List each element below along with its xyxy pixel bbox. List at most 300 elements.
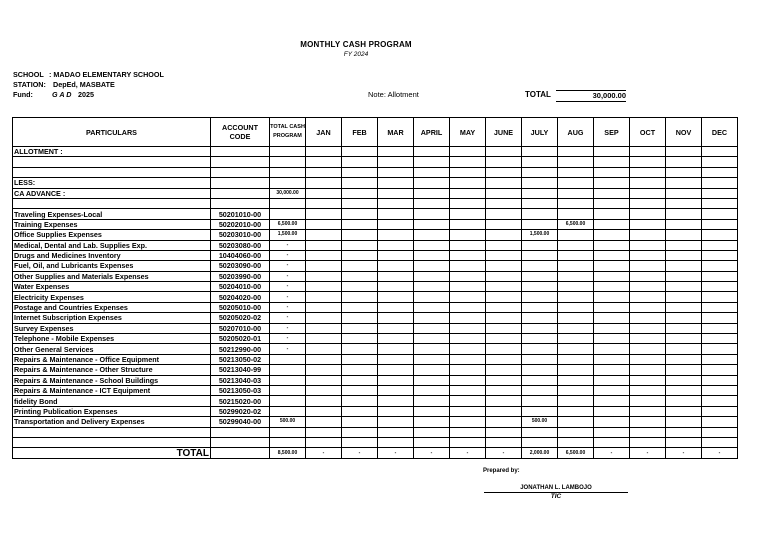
total-row: [13, 448, 738, 459]
total-cash-cell: [270, 406, 306, 416]
month-cell: [522, 313, 558, 323]
month-cell: [522, 198, 558, 208]
header-total-cash-program: TOTAL CASH PROGRAM: [270, 118, 306, 147]
month-cell: [486, 261, 522, 271]
account-code-cell: 50205020-01: [211, 334, 270, 344]
month-total-cell: -: [450, 448, 486, 459]
month-cell: [558, 209, 594, 219]
month-cell: [522, 365, 558, 375]
month-cell: [594, 282, 630, 292]
month-cell: [486, 344, 522, 354]
month-cell: [666, 365, 702, 375]
month-cell: [306, 323, 342, 333]
month-cell: [378, 167, 414, 177]
total-row-label: TOTAL: [13, 448, 211, 459]
month-cell: [342, 188, 378, 198]
month-cell: [378, 385, 414, 395]
month-cell: [558, 157, 594, 167]
account-code-cell: 50212990-00: [211, 344, 270, 354]
particular-cell: Repairs & Maintenance - School Buildings: [13, 375, 211, 385]
month-cell: [450, 230, 486, 240]
month-cell: [558, 292, 594, 302]
less-row: [13, 178, 738, 188]
total-cash-cell: 500.00: [270, 417, 306, 427]
month-cell: [486, 323, 522, 333]
month-cell: [594, 292, 630, 302]
month-cell: [630, 219, 666, 229]
month-cell: [522, 147, 558, 157]
month-cell: [342, 178, 378, 188]
particular-cell: fidelity Bond: [13, 396, 211, 406]
month-cell: [630, 354, 666, 364]
particular-cell: ALLOTMENT :: [13, 147, 211, 157]
table-row: [13, 344, 738, 354]
total-cash-cell: -: [270, 334, 306, 344]
month-cell: [594, 334, 630, 344]
month-cell: [342, 365, 378, 375]
particular-cell: Training Expenses: [13, 219, 211, 229]
month-cell: [522, 271, 558, 281]
month-cell: [306, 396, 342, 406]
month-cell: [558, 188, 594, 198]
account-code-cell: 50205020-02: [211, 313, 270, 323]
month-cell: 6,500.00: [558, 219, 594, 229]
month-cell: [666, 354, 702, 364]
month-cell: [486, 282, 522, 292]
header-month-nov: NOV: [666, 118, 702, 147]
month-cell: [378, 417, 414, 427]
month-cell: [666, 209, 702, 219]
month-cell: [450, 334, 486, 344]
month-cell: [594, 147, 630, 157]
month-cell: [306, 261, 342, 271]
month-cell: [306, 219, 342, 229]
account-code-cell: 50207010-00: [211, 323, 270, 333]
month-cell: [450, 167, 486, 177]
month-cell: [594, 219, 630, 229]
total-cash-cell: [270, 375, 306, 385]
month-cell: [486, 167, 522, 177]
month-cell: [630, 365, 666, 375]
month-cell: [450, 375, 486, 385]
total-cash-cell: -: [270, 240, 306, 250]
month-cell: [702, 219, 738, 229]
month-cell: [594, 313, 630, 323]
month-cell: [522, 354, 558, 364]
month-cell: [342, 250, 378, 260]
month-cell: [414, 334, 450, 344]
month-cell: [666, 178, 702, 188]
month-cell: [522, 282, 558, 292]
month-cell: [306, 198, 342, 208]
month-cell: [666, 250, 702, 260]
month-cell: [702, 261, 738, 271]
month-cell: [522, 334, 558, 344]
month-cell: [558, 282, 594, 292]
header-month-dec: DEC: [702, 118, 738, 147]
account-code-cell: 50215020-00: [211, 396, 270, 406]
month-cell: [450, 437, 486, 447]
month-cell: [558, 334, 594, 344]
month-cell: [702, 282, 738, 292]
total-cash-cell: [270, 396, 306, 406]
month-cell: [558, 198, 594, 208]
particular-cell: [13, 437, 211, 447]
month-cell: [450, 198, 486, 208]
month-cell: [594, 437, 630, 447]
month-cell: [378, 209, 414, 219]
month-cell: [306, 375, 342, 385]
table-row: [13, 334, 738, 344]
month-cell: [702, 178, 738, 188]
month-cell: [306, 313, 342, 323]
month-cell: [342, 385, 378, 395]
account-code-cell: [211, 147, 270, 157]
total-cash-cell: -: [270, 250, 306, 260]
month-cell: [342, 323, 378, 333]
total-cash-cell: -: [270, 323, 306, 333]
month-cell: [486, 209, 522, 219]
month-total-cell: -: [630, 448, 666, 459]
month-cell: [450, 209, 486, 219]
month-cell: [414, 219, 450, 229]
account-code-cell: 10404060-00: [211, 250, 270, 260]
month-cell: [666, 198, 702, 208]
blank-row: [13, 437, 738, 447]
month-cell: [486, 250, 522, 260]
account-code-cell: [211, 157, 270, 167]
month-cell: [342, 230, 378, 240]
month-cell: [702, 157, 738, 167]
month-cell: [486, 427, 522, 437]
month-cell: [306, 427, 342, 437]
month-cell: [450, 250, 486, 260]
table-row: [13, 323, 738, 333]
month-cell: [342, 417, 378, 427]
month-cell: [594, 365, 630, 375]
account-code-cell: [211, 178, 270, 188]
account-code-cell: [211, 448, 270, 459]
table-row: [13, 230, 738, 240]
month-cell: [378, 178, 414, 188]
month-cell: [306, 365, 342, 375]
particular-cell: Drugs and Medicines Inventory: [13, 250, 211, 260]
month-cell: [558, 261, 594, 271]
month-cell: [450, 188, 486, 198]
month-cell: [702, 271, 738, 281]
month-cell: [342, 167, 378, 177]
month-cell: [522, 396, 558, 406]
month-cell: [486, 157, 522, 167]
particular-cell: Other General Services: [13, 344, 211, 354]
table-row: [13, 385, 738, 395]
month-cell: [414, 250, 450, 260]
month-cell: [414, 375, 450, 385]
month-cell: [594, 271, 630, 281]
account-code-cell: [211, 188, 270, 198]
table-row: [13, 302, 738, 312]
month-cell: [558, 385, 594, 395]
month-cell: [666, 406, 702, 416]
total-cash-cell: -: [270, 302, 306, 312]
signatory-name: JONATHAN L. LAMBOJO: [520, 485, 592, 491]
month-cell: [594, 302, 630, 312]
month-cell: [306, 157, 342, 167]
month-cell: [342, 209, 378, 219]
month-cell: [342, 282, 378, 292]
month-cell: [522, 261, 558, 271]
month-cell: [594, 427, 630, 437]
station-label: STATION:: [13, 80, 46, 89]
station-value: DepEd, MASBATE: [53, 80, 115, 89]
month-cell: [630, 167, 666, 177]
month-cell: [666, 230, 702, 240]
total-cash-cell: 6,500.00: [270, 219, 306, 229]
month-cell: [522, 385, 558, 395]
table-row: [13, 365, 738, 375]
table-row: [13, 219, 738, 229]
account-code-cell: 50299020-02: [211, 406, 270, 416]
header-month-june: JUNE: [486, 118, 522, 147]
month-cell: [486, 240, 522, 250]
total-cash-cell: 1,500.00: [270, 230, 306, 240]
month-cell: [342, 313, 378, 323]
month-cell: [666, 240, 702, 250]
month-cell: [630, 313, 666, 323]
month-cell: [486, 417, 522, 427]
table-row: [13, 417, 738, 427]
month-cell: [378, 396, 414, 406]
table-row: [13, 396, 738, 406]
particular-cell: Other Supplies and Materials Expenses: [13, 271, 211, 281]
month-cell: [702, 375, 738, 385]
month-cell: [342, 292, 378, 302]
month-cell: [342, 396, 378, 406]
month-cell: [558, 230, 594, 240]
month-cell: [666, 219, 702, 229]
month-cell: [414, 240, 450, 250]
month-cell: [414, 188, 450, 198]
month-cell: [666, 396, 702, 406]
month-cell: [450, 385, 486, 395]
month-cell: [558, 427, 594, 437]
month-cell: [450, 282, 486, 292]
month-cell: [414, 282, 450, 292]
particular-cell: Electricity Expenses: [13, 292, 211, 302]
table-header-row: [13, 118, 738, 147]
month-cell: [702, 437, 738, 447]
month-cell: [306, 271, 342, 281]
month-cell: [630, 147, 666, 157]
particular-cell: Fuel, Oil, and Lubricants Expenses: [13, 261, 211, 271]
month-cell: [414, 385, 450, 395]
month-cell: [594, 240, 630, 250]
month-cell: [666, 188, 702, 198]
month-cell: [486, 219, 522, 229]
month-cell: [702, 354, 738, 364]
month-cell: [306, 406, 342, 416]
month-total-cell: 6,500.00: [558, 448, 594, 459]
month-cell: [522, 375, 558, 385]
month-cell: [702, 302, 738, 312]
month-cell: [666, 417, 702, 427]
month-cell: [522, 250, 558, 260]
month-cell: [594, 396, 630, 406]
month-cell: [378, 240, 414, 250]
month-cell: [450, 427, 486, 437]
month-cell: [558, 417, 594, 427]
account-code-cell: 50204010-00: [211, 282, 270, 292]
month-cell: [630, 271, 666, 281]
month-cell: [522, 437, 558, 447]
month-cell: [522, 219, 558, 229]
month-cell: [486, 302, 522, 312]
month-cell: [666, 157, 702, 167]
header-month-mar: MAR: [378, 118, 414, 147]
account-code-cell: 50204020-00: [211, 292, 270, 302]
month-cell: [558, 240, 594, 250]
month-cell: [558, 178, 594, 188]
header-month-july: JULY: [522, 118, 558, 147]
month-cell: [702, 250, 738, 260]
month-cell: [594, 344, 630, 354]
prepared-by-label: Prepared by:: [483, 468, 520, 474]
total-cash-cell: [270, 354, 306, 364]
month-cell: [558, 406, 594, 416]
month-cell: [378, 302, 414, 312]
month-cell: [630, 427, 666, 437]
account-code-cell: [211, 437, 270, 447]
month-cell: [306, 188, 342, 198]
month-total-cell: -: [594, 448, 630, 459]
month-cell: [378, 188, 414, 198]
month-cell: [630, 344, 666, 354]
particular-cell: Repairs & Maintenance - Office Equipment: [13, 354, 211, 364]
month-cell: [306, 230, 342, 240]
account-code-cell: 50202010-00: [211, 219, 270, 229]
account-code-cell: [211, 167, 270, 177]
month-cell: [342, 375, 378, 385]
fund-year: 2025: [78, 90, 94, 99]
month-cell: [450, 157, 486, 167]
account-code-cell: 50299040-00: [211, 417, 270, 427]
month-cell: [702, 313, 738, 323]
header-month-sep: SEP: [594, 118, 630, 147]
month-cell: [486, 188, 522, 198]
table-row: [13, 250, 738, 260]
month-cell: [522, 406, 558, 416]
month-cell: [666, 323, 702, 333]
school-value: : MADAO ELEMENTARY SCHOOL: [49, 70, 164, 79]
month-cell: [450, 344, 486, 354]
month-cell: [342, 354, 378, 364]
month-cell: [486, 271, 522, 281]
ca-advance-row: [13, 188, 738, 198]
month-cell: [630, 417, 666, 427]
month-cell: [594, 354, 630, 364]
month-cell: [630, 188, 666, 198]
total-cash-cell: -: [270, 282, 306, 292]
table-row: [13, 282, 738, 292]
table-row: [13, 313, 738, 323]
month-cell: [450, 292, 486, 302]
header-month-april: APRIL: [414, 118, 450, 147]
account-code-cell: 50203010-00: [211, 230, 270, 240]
month-cell: [666, 292, 702, 302]
month-cell: [558, 437, 594, 447]
month-cell: [522, 157, 558, 167]
month-cell: [414, 147, 450, 157]
month-cell: [630, 396, 666, 406]
total-cash-cell: [270, 157, 306, 167]
month-cell: [414, 292, 450, 302]
particular-cell: Postage and Countries Expenses: [13, 302, 211, 312]
total-cash-cell: -: [270, 271, 306, 281]
grand-total-cell: 8,500.00: [270, 448, 306, 459]
month-cell: [522, 427, 558, 437]
month-cell: [486, 292, 522, 302]
particular-cell: Survey Expenses: [13, 323, 211, 333]
month-total-cell: -: [414, 448, 450, 459]
month-cell: [378, 406, 414, 416]
month-cell: [414, 157, 450, 167]
month-total-cell: -: [702, 448, 738, 459]
month-cell: [486, 334, 522, 344]
blank-row: [13, 167, 738, 177]
month-cell: [486, 147, 522, 157]
month-cell: [522, 240, 558, 250]
month-cell: [702, 147, 738, 157]
month-cell: [558, 271, 594, 281]
month-cell: [630, 250, 666, 260]
month-cell: [450, 396, 486, 406]
month-cell: [306, 147, 342, 157]
month-cell: [558, 344, 594, 354]
month-cell: [594, 261, 630, 271]
table-row: [13, 261, 738, 271]
month-cell: [342, 271, 378, 281]
table-row: [13, 240, 738, 250]
month-total-cell: -: [306, 448, 342, 459]
month-cell: [378, 354, 414, 364]
month-cell: [306, 302, 342, 312]
month-cell: [702, 365, 738, 375]
allotment-note: Note: Allotment: [368, 90, 419, 99]
month-cell: [378, 271, 414, 281]
blank-row: [13, 198, 738, 208]
total-cash-cell: [270, 167, 306, 177]
total-cash-cell: 30,000.00: [270, 188, 306, 198]
month-cell: [306, 250, 342, 260]
month-cell: [558, 313, 594, 323]
month-cell: [378, 344, 414, 354]
month-cell: [702, 167, 738, 177]
particular-cell: Medical, Dental and Lab. Supplies Exp.: [13, 240, 211, 250]
month-cell: [666, 334, 702, 344]
month-cell: [630, 240, 666, 250]
account-code-cell: 50203990-00: [211, 271, 270, 281]
total-cash-cell: -: [270, 261, 306, 271]
month-cell: [702, 385, 738, 395]
total-cash-cell: [270, 437, 306, 447]
month-cell: [666, 313, 702, 323]
fiscal-year: FY 2024: [343, 51, 369, 58]
month-cell: [558, 302, 594, 312]
month-cell: [486, 406, 522, 416]
month-cell: [306, 178, 342, 188]
total-label: TOTAL: [525, 90, 551, 99]
month-cell: [342, 261, 378, 271]
